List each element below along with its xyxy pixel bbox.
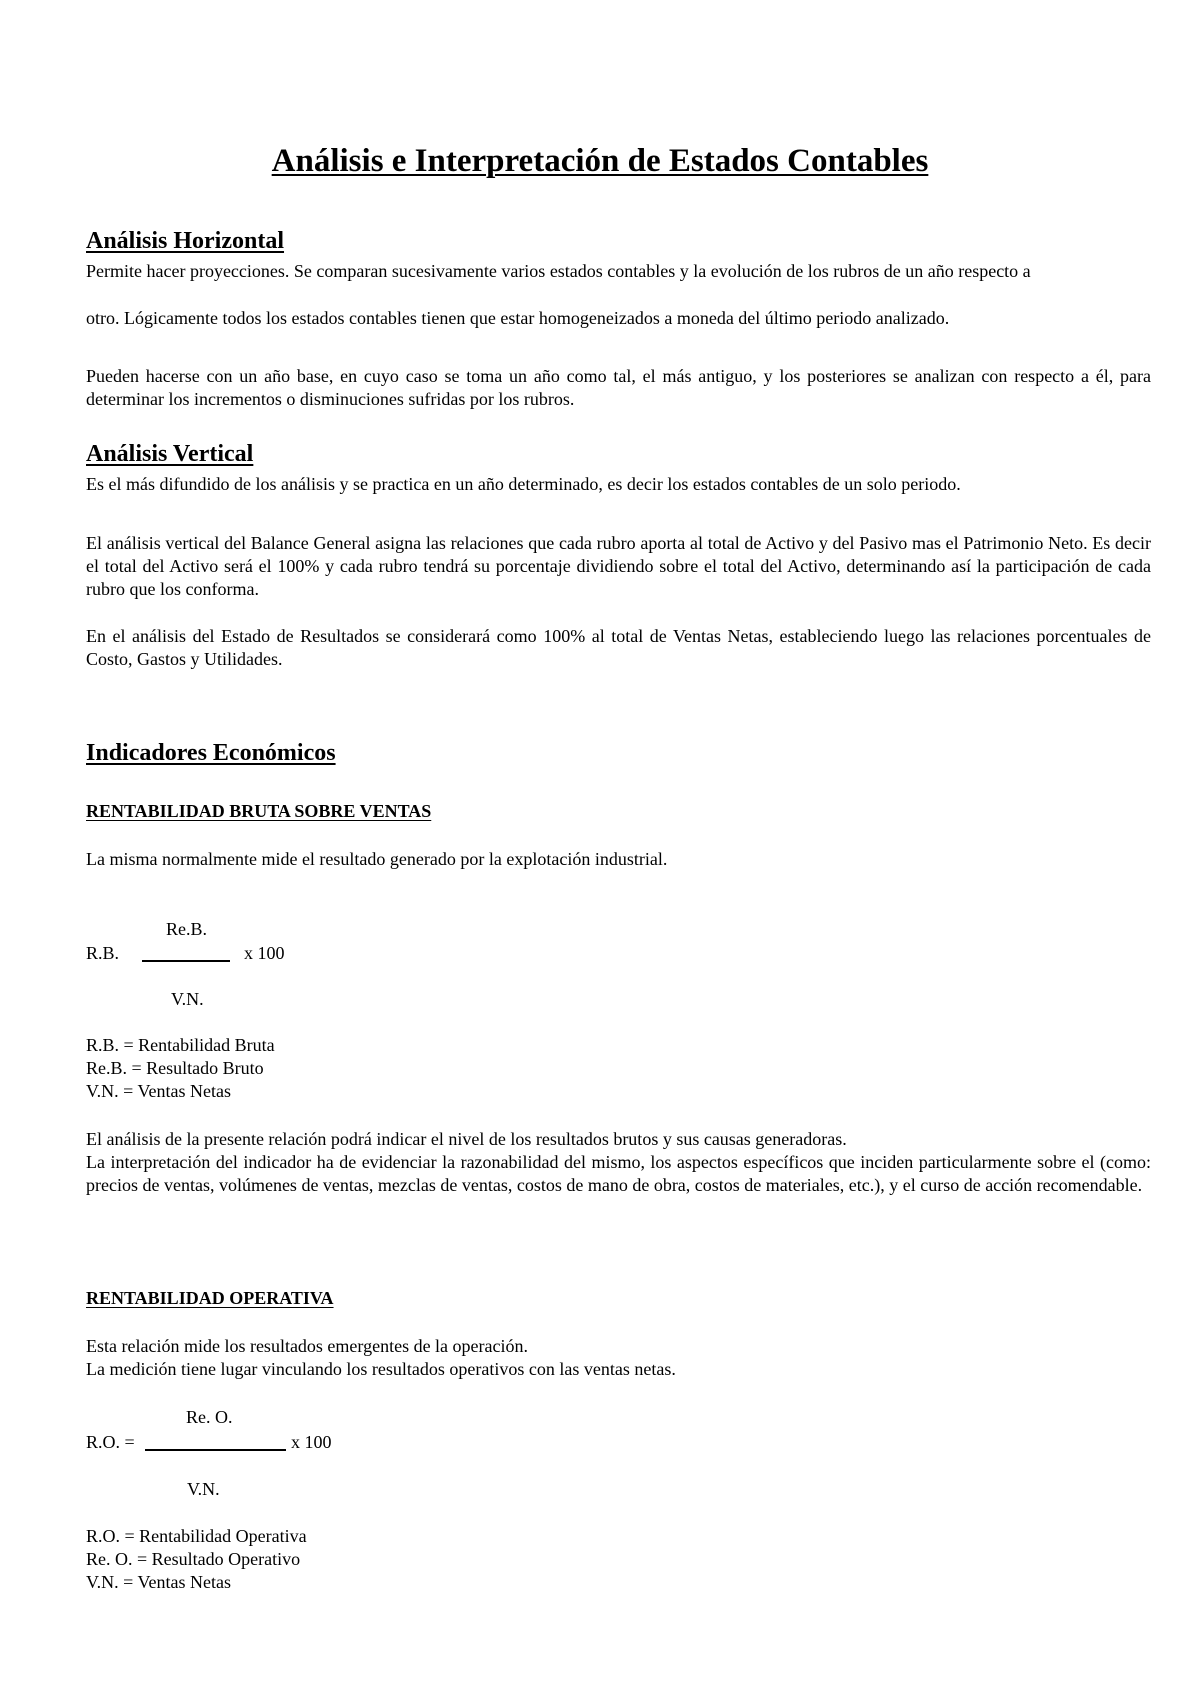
rb-text-1: El análisis de la presente relación podrá indicar el nivel de los resultados brutos y sus causas generadoras. [86,1129,847,1149]
ro-lhs: R.O. = [86,1432,135,1452]
rb-intro: La misma normalmente mide el resultado generado por la explotación industrial. [86,849,668,869]
rb-text-2: La interpretación del indicador ha de evidenciar la razonabilidad del mismo, los aspectos específicos que inciden particularmente sobre el (como: precios de ventas, volúmenes de ventas, mezclas de ventas, costos de mano de obra, costos de materiales, etc.), y el curso de acción recomendable. [86,1152,1151,1195]
page-title: Análisis e Interpretación de Estados Contables [271,143,929,179]
heading-indicadores-economicos: Indicadores Económicos [86,740,336,766]
rb-definition-3: V.N. = Ventas Netas [86,1081,231,1101]
vertical-paragraph-1: Es el más difundido de los análisis y se practica en un año determinado, es decir los estados contables de un solo periodo. [86,474,961,494]
heading-rentabilidad-operativa: RENTABILIDAD OPERATIVA [86,1288,334,1308]
rb-fraction-line [142,960,230,962]
ro-definition-1: R.O. = Rentabilidad Operativa [86,1526,307,1546]
vertical-paragraph-3: En el análisis del Estado de Resultados se considerará como 100% al total de Ventas Netas, estableciendo luego las relaciones porcentuales de Costo, Gastos y Utilidades. [86,626,1151,669]
horizontal-paragraph-1-line-1: Permite hacer proyecciones. Se comparan sucesivamente varios estados contables y la evolución de los rubros de un año respecto a [86,261,1031,281]
rb-numerator: Re.B. [166,919,208,939]
ro-intro-2: La medición tiene lugar vinculando los resultados operativos con las ventas netas. [86,1359,676,1379]
heading-analisis-vertical: Análisis Vertical [86,441,254,467]
rb-times-100: x 100 [244,943,285,963]
horizontal-paragraph-1-line-2: otro. Lógicamente todos los estados contables tienen que estar homogeneizados a moneda del último periodo analizado. [86,308,950,328]
ro-times-100: x 100 [291,1432,332,1452]
rb-lhs: R.B. [86,943,120,963]
heading-analisis-horizontal: Análisis Horizontal [86,228,285,254]
ro-fraction-line [145,1449,286,1451]
vertical-paragraph-2: El análisis vertical del Balance General asigna las relaciones que cada rubro aporta al total de Activo y del Pasivo mas el Patrimonio Neto. Es decir el total del Activo será el 100% y cada rubro tendrá su porcentaje dividiendo sobre el total del Activo, determinando así la participación de cada rubro que los conforma. [86,533,1151,599]
ro-intro-1: Esta relación mide los resultados emergentes de la operación. [86,1336,529,1356]
heading-rentabilidad-bruta: RENTABILIDAD BRUTA SOBRE VENTAS [86,801,432,821]
ro-numerator: Re. O. [186,1407,233,1427]
ro-definition-2: Re. O. = Resultado Operativo [86,1549,301,1569]
rb-definition-2: Re.B. = Resultado Bruto [86,1058,264,1078]
ro-denominator: V.N. [187,1479,220,1499]
horizontal-paragraph-2: Pueden hacerse con un año base, en cuyo caso se toma un año como tal, el más antiguo, y los posteriores se analizan con respecto a él, para determinar los incrementos o disminuciones sufridas por los rubros. [86,366,1151,409]
rb-definition-1: R.B. = Rentabilidad Bruta [86,1035,275,1055]
ro-definition-3: V.N. = Ventas Netas [86,1572,231,1592]
rb-denominator: V.N. [171,989,204,1009]
